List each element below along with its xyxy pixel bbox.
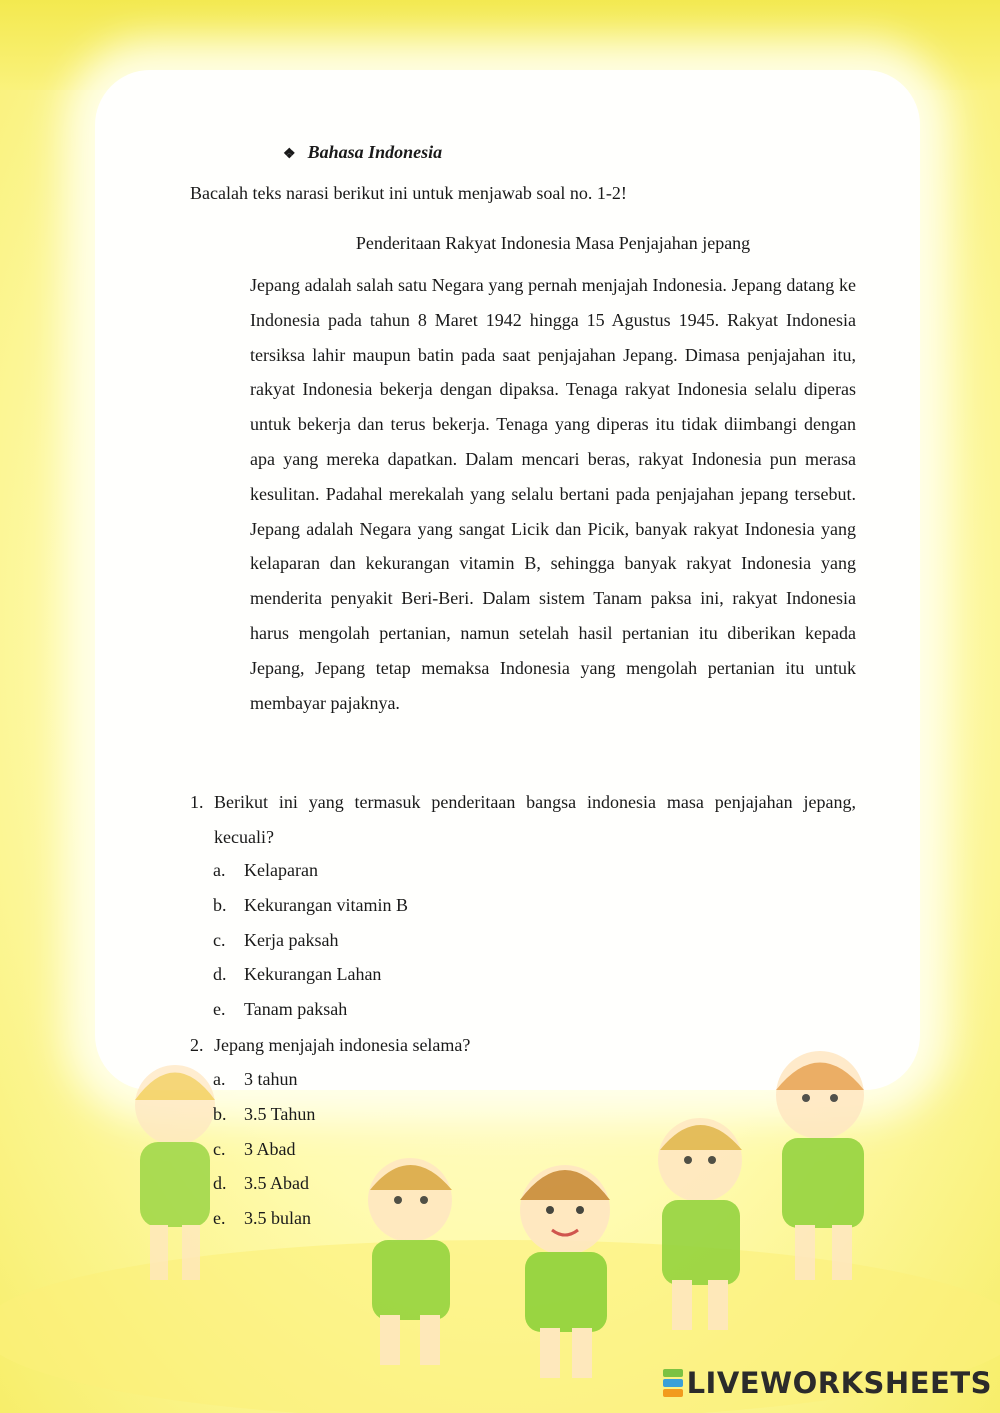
instruction-text: Bacalah teks narasi berikut ini untuk menjawab soal no. 1-2! (190, 183, 627, 203)
option-letter: c. (213, 929, 226, 950)
option-text: Kekurangan vitamin B (244, 894, 408, 915)
option-text: Tanam paksah (244, 999, 348, 1020)
children-illustration (0, 1030, 1000, 1413)
option-text: 3 tahun (244, 1069, 298, 1089)
option-text: Kelaparan (244, 860, 318, 880)
option-item[interactable] (213, 1062, 315, 1097)
question-1 (190, 785, 856, 855)
question-2 (190, 1028, 856, 1063)
logo-mark-icon (663, 1368, 683, 1398)
option-letter: a. (213, 1069, 226, 1089)
option-item[interactable] (213, 1166, 315, 1201)
option-item[interactable] (213, 888, 408, 923)
option-item[interactable] (213, 923, 408, 958)
option-text: 3 Abad (244, 1138, 296, 1159)
option-letter: d. (213, 1173, 227, 1194)
logo-text: LIVEWORKSHEETS (686, 1366, 992, 1400)
option-item[interactable] (213, 853, 408, 888)
option-item[interactable] (213, 957, 408, 992)
option-item[interactable] (213, 1132, 315, 1167)
option-text: Kekurangan Lahan (244, 964, 382, 985)
option-letter: c. (213, 1138, 226, 1159)
liveworksheets-logo[interactable] (663, 1365, 992, 1401)
diamond-bullet-icon: ❖ (283, 147, 296, 162)
option-item[interactable] (213, 1097, 315, 1132)
option-letter: b. (213, 1103, 227, 1124)
section-heading (283, 142, 442, 163)
story-title: Penderitaan Rakyat Indonesia Masa Penjajahan jepang (355, 233, 751, 253)
option-text: 3.5 Abad (244, 1173, 309, 1194)
option-text: Kerja paksah (244, 929, 339, 950)
option-letter: e. (213, 999, 226, 1020)
option-text: 3.5 Tahun (244, 1103, 316, 1124)
question-number: 2. (190, 1035, 204, 1055)
option-item[interactable] (213, 992, 408, 1027)
question-2-options (213, 1062, 315, 1236)
question-text: Berikut ini yang termasuk penderitaan bangsa indonesia masa penjajahan jepang, kecuali? (214, 792, 856, 847)
option-letter: b. (213, 894, 227, 915)
question-number: 1. (190, 792, 204, 812)
story-body: Jepang adalah salah satu Negara yang pernah menjajah Indonesia. Jepang datang ke Indonesia pada tahun 8 Maret 1942 hingga 15 Agustus 1945. Rakyat Indonesia tersiksa lahir maupun batin pada saat penjajahan Jepang. Dimasa penjajahan itu, rakyat Indonesia bekerja dengan dipaksa. Tenaga rakyat Indonesia selalu diperas untuk bekerja dan terus bekerja. Tenaga yang diperas itu tidak diimbangi dengan apa yang mereka dapatkan. Dalam mencari beras, rakyat Indonesia pun merasa kesulitan. Padahal merekalah yang selalu bertani pada penjajahan jepang tersebut. Jepang adalah Negara yang sangat Licik dan Picik, banyak rakyat Indonesia yang kelaparan dan kekurangan vitamin B, sehingga banyak rakyat Indonesia yang menderita penyakit Beri-Beri. Dalam sistem Tanam paksa ini, rakyat Indonesia harus mengolah pertanian, namun setelah hasil pertanian itu diberikan kepada Jepang, Jepang tetap memaksa Indonesia yang mengolah pertanian itu untuk membayar pajaknya. (250, 275, 856, 713)
option-letter: d. (213, 964, 227, 985)
option-item[interactable] (213, 1201, 315, 1236)
option-letter: a. (213, 860, 226, 880)
child-left (135, 1065, 215, 1280)
question-1-options (213, 853, 408, 1027)
option-letter: e. (213, 1208, 226, 1229)
section-title: Bahasa Indonesia (307, 142, 443, 162)
question-text: Jepang menjajah indonesia selama? (214, 1035, 471, 1055)
option-text: 3.5 bulan (244, 1208, 311, 1229)
child-right (776, 1051, 864, 1280)
